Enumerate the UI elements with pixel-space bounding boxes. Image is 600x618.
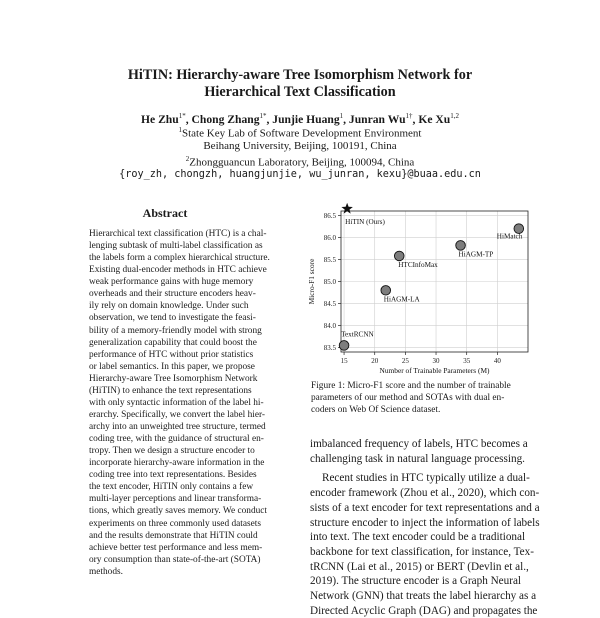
x-tick-label: 20 [371, 357, 379, 365]
abstract-heading: Abstract [142, 206, 188, 220]
abstract-line: or label semantics. In this paper, we propose [89, 361, 255, 372]
point-label-himatch: HiMatch [496, 232, 523, 241]
paper-title-line-1: HiTIN: Hierarchy-aware Tree Isomorphism Network for [127, 67, 473, 83]
x-axis-label: Number of Trainable Parameters (M) [379, 366, 490, 375]
affiliation-2-sup: 2 [185, 155, 190, 163]
y-tick-label: 85.0 [323, 277, 336, 286]
author-sup: 1* [259, 112, 267, 120]
body-line: Recent studies in HTC typically utilize a dual- [322, 472, 530, 485]
abstract-line: multi-layer perceptions and linear transforma- [89, 494, 262, 505]
body-line: structure encoder to inject the information of labels [310, 516, 540, 529]
body-line: 2019). The structure encoder is a Graph Neural [310, 575, 522, 588]
body-line: tRCNN (Lai et al., 2015) or BERT (Devlin et al., [310, 560, 529, 573]
abstract-line: overheads and their structure encoders heav- [89, 289, 256, 300]
abstract-body [89, 228, 275, 578]
abstract-line: ory consumption than state-of-the-art (SOTA) [89, 554, 261, 565]
abstract-line: and the results demonstrate that HiTIN could [89, 530, 258, 541]
y-tick-label: 86.0 [323, 233, 336, 242]
figure-1-chart [300, 203, 540, 375]
abstract-line: Hierarchical text classification (HTC) is a chal- [89, 229, 267, 239]
point-hiagm-la [381, 286, 391, 296]
body-line: encoder framework (Zhou et al., 2020), which con- [310, 487, 540, 500]
abstract-line: tions, which greatly saves memory. We conduct [89, 506, 268, 517]
x-tick-label: 15 [340, 357, 348, 365]
body-text-right-column [310, 437, 542, 618]
caption-line: parameters of our method and SOTAs with dual en- [311, 393, 505, 404]
caption-line: Figure 1: Micro-F1 score and the number of trainable [311, 381, 511, 391]
author-sup: 1† [405, 112, 413, 120]
y-axis-label: Micro-F1 score [307, 258, 316, 305]
author-list: He Zhu$^{1*}$, Chong Zhang$^{1*}$, Junjie Huang$^1$, Junran $Wu^{1\dagger}$, Ke Xu$^{1,2}$ [141, 112, 459, 126]
abstract-line: tropy. Then we design a structure encoder to [89, 446, 255, 457]
point-label-hiagm-tp: HiAGM-TP [458, 250, 494, 259]
affiliation-1-text: State Key Lab of Software Development Environment [182, 127, 422, 140]
abstract-line: generalization capability that could boost the [89, 337, 257, 348]
author-name: Junjie Huang [272, 112, 340, 126]
body-line: Network (GNN) that treats the label hierarchy as a [310, 590, 537, 603]
y-tick-label: 85.5 [323, 255, 336, 264]
abstract-line: coding tree, with the guidance of structural en- [89, 434, 264, 445]
body-line: sists of a text encoder for text representations and a [310, 501, 540, 514]
point-textrcnn [339, 341, 349, 351]
body-line: into text. The text encoder could be a traditional [310, 531, 526, 544]
author-name: Junran Wu [348, 112, 406, 126]
abstract-line: bility of a memory-friendly model with strong [89, 325, 262, 336]
y-tick-label: 83.5 [323, 343, 336, 352]
x-tick-label: 40 [493, 357, 501, 365]
abstract-line: with only syntactic information of the label hi- [89, 397, 264, 408]
body-line: imbalanced frequency of labels, HTC becomes a [310, 438, 528, 450]
abstract-line: archy into an unweighted tree structure, termed [89, 422, 266, 432]
author-name: He Zhu [141, 112, 179, 126]
affiliation-1b: Beihang University, Beijing, 100191, China [203, 140, 397, 152]
abstract-line: experiments on three commonly used datasets [89, 518, 262, 529]
abstract-line: lenging subtask of multi-label classification as [89, 241, 263, 252]
affiliation-2 [60, 155, 540, 169]
y-tick-label: 84.5 [323, 299, 336, 308]
affiliation-2-text: Zhongguancun Laboratory, Beijing, 100094, China [189, 156, 415, 169]
abstract-line: (HiTIN) to enhance the text representations [89, 385, 252, 396]
abstract-line: weak performance gains with huge memory [89, 277, 254, 288]
point-label-hitin-ours: HiTIN (Ours) [345, 217, 385, 226]
abstract-line: ily rely on domain knowledge. Under such [89, 301, 249, 312]
y-tick-label: 84.0 [323, 321, 336, 330]
y-tick-label: 86.5 [323, 211, 336, 220]
abstract-line: the text encoder, HiTIN only contains a few [89, 482, 254, 493]
point-hiagm-tp [456, 241, 466, 251]
abstract-line: erarchy. Specifically, we convert the label hier- [89, 409, 266, 420]
point-label-htcinfomax: HTCInfoMax [398, 260, 438, 269]
author-sup: 1 [339, 112, 344, 120]
abstract-line: methods. [89, 566, 123, 577]
abstract-line: Hierarchy-aware Tree Isomorphism Network [89, 373, 258, 384]
abstract-line: coding tree into text representations. Besides [89, 470, 257, 481]
caption-line: coders on Web Of Science dataset. [311, 405, 441, 416]
paper-title-line-2: Hierarchical Text Classification [204, 84, 396, 100]
author-sup: 1,2 [450, 112, 459, 120]
affiliation-1 [60, 126, 540, 140]
abstract-line: achieve better test performance and less mem- [89, 542, 263, 553]
point-label-hiagm-la: HiAGM-LA [383, 295, 420, 304]
x-tick-label: 30 [432, 357, 440, 365]
x-tick-label: 25 [401, 357, 409, 365]
author-sup: 1* [178, 112, 186, 120]
abstract-line: the labels form a complex hierarchical structure. [89, 253, 270, 264]
body-line: Directed Acyclic Graph (DAG) and propagates the [310, 604, 538, 617]
author-emails: {roy_zh, chongzh, huangjunjie, wu_junran, kexu}@buaa.edu.cn [119, 169, 481, 180]
author-name: Chong Zhang [191, 112, 260, 126]
abstract-line: observation, we tend to investigate the feasi- [89, 313, 256, 324]
point-htcinfomax [394, 251, 404, 261]
abstract-line: Existing dual-encoder methods in HTC achieve [89, 265, 267, 276]
x-tick-label: 35 [463, 357, 471, 365]
abstract-line: performance of HTC without prior statistics [89, 349, 254, 360]
abstract-line: incorporate hierarchy-aware information in the [89, 458, 265, 469]
body-line: backbone for text classification, for instance, Tex- [310, 545, 534, 558]
body-line: challenging task in natural language processing. [310, 452, 525, 465]
figure-1-caption [311, 380, 543, 416]
point-label-textrcnn: TextRCNN [341, 330, 374, 339]
author-name: Ke Xu [418, 112, 451, 126]
point-hitin-ours [341, 203, 352, 214]
affiliation-1-sup: 1 [178, 126, 182, 134]
